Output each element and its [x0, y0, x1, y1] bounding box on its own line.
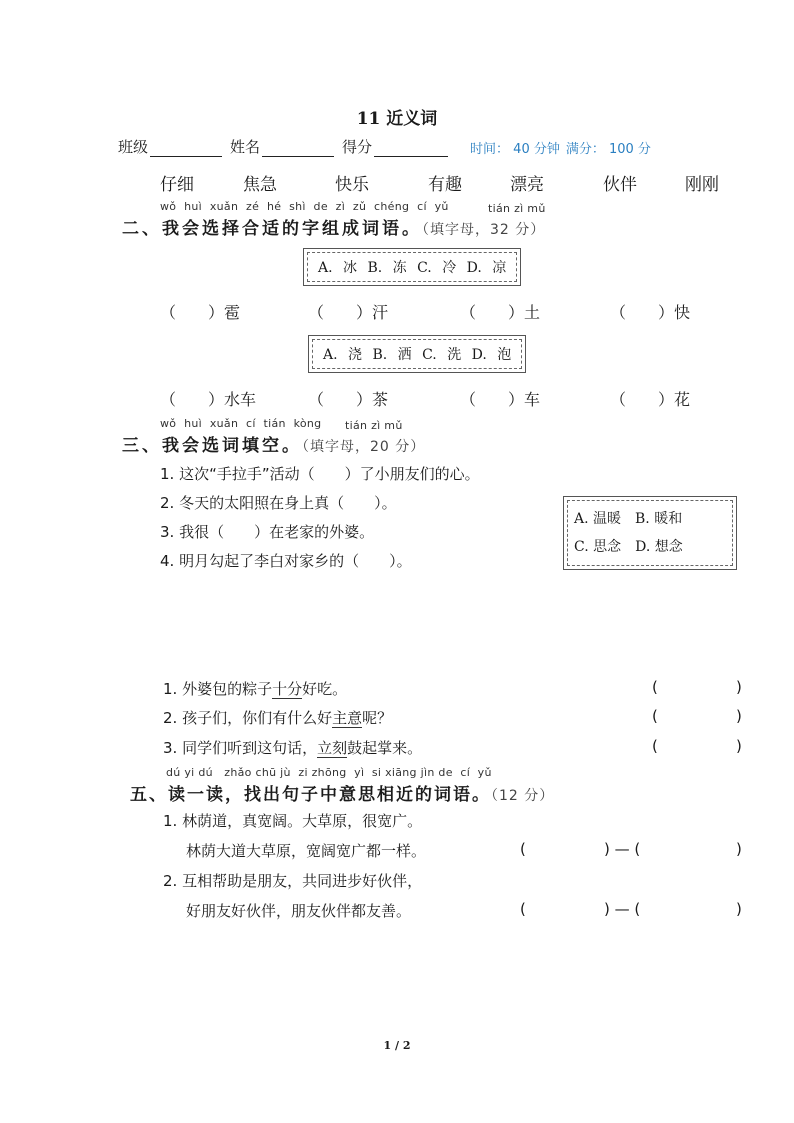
fill-item[interactable]: （ ）快 — [610, 303, 691, 322]
fill-item[interactable]: （ ）水车 — [160, 390, 257, 409]
section5-title — [130, 780, 554, 805]
underlined-word: 十分 — [272, 680, 303, 698]
fill-item[interactable]: （ ）雹 — [160, 303, 241, 322]
name-blank[interactable] — [262, 140, 334, 157]
class-label: 班级 — [118, 138, 149, 156]
section3-item[interactable]: 2. 冬天的太阳照在身上真（ ）。 — [160, 494, 397, 512]
section2-pinyin: wǒ huì xuǎn zé hé shì de zì zǔ chéng cí yǔ — [160, 200, 449, 213]
word-options — [567, 500, 733, 566]
score-label: 得分 — [342, 138, 373, 156]
answer-paren-mid[interactable]: ) — ( — [604, 900, 641, 918]
answer-paren-close[interactable]: ) — [736, 900, 742, 918]
word-item: 焦急 — [243, 175, 277, 195]
time-info: 时间： 40 分钟 — [470, 142, 560, 157]
section2-hint: （填字母，32 分） — [422, 222, 546, 238]
page-title: 11 近义词 — [356, 109, 438, 129]
answer-paren-close[interactable]: ) — [736, 678, 742, 696]
fill-item[interactable]: （ ）茶 — [308, 390, 389, 409]
name-label: 姓名 — [230, 138, 261, 156]
answer-paren-close[interactable]: ) — [736, 840, 742, 858]
answer-paren-close[interactable]: ) — [736, 737, 742, 755]
word-options-line: C. 思念 D. 想念 — [574, 539, 683, 555]
section4-item — [163, 737, 422, 758]
page-number: 1 / 2 — [383, 1039, 411, 1052]
word-options-line: A. 温暖 B. 暖和 — [574, 511, 683, 527]
section3-item[interactable]: 4. 明月勾起了李白对家乡的（ ）。 — [160, 552, 412, 570]
sentence-text: 2. 孩子们，你们有什么好 — [163, 709, 333, 727]
section5-item-line: 林荫大道大草原，宽阔宽广都一样。 — [186, 842, 427, 860]
word-item: 漂亮 — [510, 175, 544, 195]
section2-title — [122, 214, 545, 239]
section3-item[interactable]: 1. 这次“手拉手”活动（ ）了小朋友们的心。 — [160, 465, 480, 483]
section3-hint: （填字母，20 分） — [302, 439, 426, 455]
underlined-word: 立刻 — [317, 739, 348, 757]
choice-box-1-text: A. 冰 B. 冻 C. 冷 D. 凉 — [307, 252, 517, 282]
section4-item — [163, 707, 392, 728]
section3-item[interactable]: 3. 我很（ ）在老家的外婆。 — [160, 523, 375, 541]
section4-item — [163, 678, 347, 699]
section5-item-line: 好朋友好伙伴，朋友伙伴都友善。 — [186, 902, 412, 920]
choice-box-1 — [303, 248, 521, 286]
choice-box-2-text: A. 浇 B. 洒 C. 洗 D. 泡 — [312, 339, 522, 369]
section5-pinyin: dú yi dú zhǎo chū jù zi zhōng yì si xiāng jìn de cí yǔ — [166, 766, 492, 779]
answer-paren-open: ( — [652, 737, 658, 755]
fill-item[interactable]: （ ）车 — [460, 390, 541, 409]
full-score-info: 满分： 100 分 — [565, 142, 651, 157]
sentence-text: 1. 外婆包的粽子 — [163, 680, 273, 698]
answer-paren-mid[interactable]: ) — ( — [604, 840, 641, 858]
section3-pinyin: wǒ huì xuǎn cí tián kòng — [160, 417, 322, 430]
answer-paren-close[interactable]: ) — [736, 707, 742, 725]
underlined-word: 主意 — [332, 709, 363, 727]
fill-item[interactable]: （ ）土 — [460, 303, 541, 322]
answer-paren-open[interactable]: ( — [520, 840, 526, 858]
answer-paren-open: ( — [652, 707, 658, 725]
word-item: 刚刚 — [685, 175, 719, 195]
section5-item-line: 2. 互相帮助是朋友，共同进步好伙伴， — [163, 872, 423, 890]
header-info — [118, 136, 651, 157]
word-item: 快乐 — [335, 175, 369, 195]
section2-title-text: 二、我会选择合适的字组成词语。 — [122, 219, 422, 239]
fill-item[interactable]: （ ）汗 — [308, 303, 389, 322]
word-item: 仔细 — [160, 175, 194, 195]
word-options-box — [563, 496, 737, 570]
section2-hint-pinyin: tián zì mǔ — [488, 202, 546, 215]
sentence-text: 鼓起掌来。 — [347, 739, 423, 757]
section3-hint-pinyin: tián zì mǔ — [345, 419, 403, 432]
score-blank[interactable] — [374, 140, 448, 157]
section5-item-line: 1. 林荫道，真宽阔。大草原，很宽广。 — [163, 812, 423, 830]
word-item: 伙伴 — [603, 175, 637, 195]
sentence-text: 3. 同学们听到这句话， — [163, 739, 318, 757]
section5-hint: （12 分） — [491, 788, 555, 804]
section5-title-text: 五、读一读，找出句子中意思相近的词语。 — [130, 785, 491, 805]
section3-title — [122, 431, 425, 456]
word-item: 有趣 — [428, 175, 462, 195]
class-blank[interactable] — [150, 140, 222, 157]
sentence-text: 好吃。 — [302, 680, 348, 698]
sentence-text: 呢？ — [362, 709, 393, 727]
answer-paren-open[interactable]: ( — [520, 900, 526, 918]
answer-paren-open: ( — [652, 678, 658, 696]
fill-item[interactable]: （ ）花 — [610, 390, 691, 409]
choice-box-2 — [308, 335, 526, 373]
section3-title-text: 三、我会选词填空。 — [122, 436, 302, 456]
